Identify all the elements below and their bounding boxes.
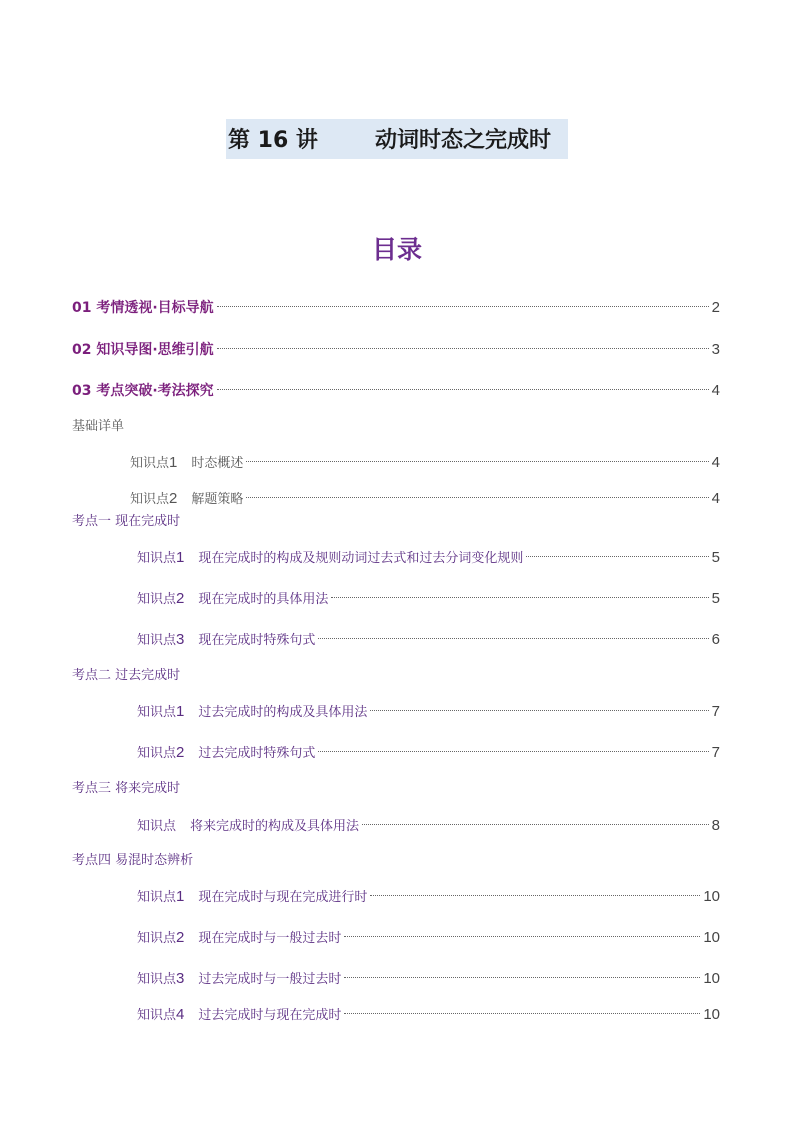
dot-leader — [344, 1013, 700, 1014]
dot-leader — [526, 556, 708, 557]
toc-entry-label: 03 考点突破·考法探究 — [72, 383, 214, 399]
toc-entry-label: 知识点1 过去完成时的构成及具体用法 — [137, 703, 368, 720]
dot-leader — [370, 710, 708, 711]
dot-leader — [246, 497, 708, 498]
toc-page-number: 5 — [711, 549, 720, 566]
toc-page-number: 4 — [711, 490, 720, 507]
toc-entry-label: 知识点2 现在完成时与一般过去时 — [137, 929, 342, 946]
toc-entry-breakthrough[interactable] — [72, 380, 720, 402]
toc-entry-label: 知识点2 解题策略 — [130, 490, 244, 507]
section-point-3-label: 考点三 将来完成时 — [72, 781, 181, 796]
toc-heading: 目录 — [371, 235, 422, 264]
dot-leader — [362, 824, 709, 825]
toc-entry-label: 知识点1 现在完成时的构成及规则动词过去式和过去分词变化规则 — [137, 549, 524, 566]
dot-leader — [318, 638, 708, 639]
toc-page-number: 5 — [711, 590, 720, 607]
toc-entry-label: 知识点1 时态概述 — [130, 454, 244, 471]
toc-entry-overview[interactable] — [72, 297, 720, 319]
dot-leader — [331, 597, 708, 598]
section-point-4-label: 考点四 易混时态辨析 — [72, 853, 194, 868]
toc-entry-label: 02 知识导图·思维引航 — [72, 342, 214, 358]
toc-page-number: 6 — [711, 631, 720, 648]
toc-page-number: 2 — [711, 299, 720, 316]
toc-entry-p4-4[interactable] — [137, 1004, 720, 1026]
toc-entry-p4-2[interactable] — [137, 927, 720, 949]
toc-page-number: 10 — [703, 888, 720, 905]
section-point-2-label: 考点二 过去完成时 — [72, 668, 181, 683]
dot-leader — [370, 895, 700, 896]
dot-leader — [217, 348, 709, 349]
toc-entry-label: 知识点3 过去完成时与一般过去时 — [137, 970, 342, 987]
toc-entry-p2-1[interactable] — [137, 701, 720, 723]
toc-page-number: 10 — [703, 1006, 720, 1023]
toc-page-number: 3 — [711, 341, 720, 358]
toc-page-number: 4 — [711, 382, 720, 399]
toc-entry-p2-2[interactable] — [137, 742, 720, 764]
toc-entry-mindmap[interactable] — [72, 339, 720, 361]
section-basic-label: 基础详单 — [72, 419, 125, 434]
dot-leader — [217, 306, 709, 307]
toc-page-number: 10 — [703, 970, 720, 987]
toc-page-number: 7 — [711, 703, 720, 720]
toc-entry-label: 知识点4 过去完成时与现在完成时 — [137, 1006, 342, 1023]
toc-entry-p1-3[interactable] — [137, 629, 720, 651]
toc-entry-p1-1[interactable] — [137, 547, 720, 569]
toc-entry-label: 知识点3 现在完成时特殊句式 — [137, 631, 316, 648]
lecture-topic: 动词时态之完成时 — [375, 128, 552, 153]
toc-entry-basic-2[interactable] — [130, 488, 720, 510]
toc-entry-p1-2[interactable] — [137, 588, 720, 610]
toc-page-number: 4 — [711, 454, 720, 471]
toc-entry-label: 知识点 将来完成时的构成及具体用法 — [137, 819, 360, 834]
lecture-number: 第 16 讲 — [228, 128, 318, 153]
toc-entry-p4-3[interactable] — [137, 968, 720, 990]
toc-entry-p4-1[interactable] — [137, 886, 720, 908]
toc-page-number: 7 — [711, 744, 720, 761]
dot-leader — [344, 936, 700, 937]
dot-leader — [217, 389, 709, 390]
toc-entry-label: 知识点2 现在完成时的具体用法 — [137, 590, 329, 607]
section-point-1-label: 考点一 现在完成时 — [72, 514, 181, 529]
toc-page-number: 8 — [711, 817, 720, 834]
dot-leader — [246, 461, 708, 462]
toc-entry-label: 01 考情透视·目标导航 — [72, 300, 214, 316]
dot-leader — [318, 751, 708, 752]
toc-entry-label: 知识点2 过去完成时特殊句式 — [137, 744, 316, 761]
toc-entry-basic-1[interactable] — [130, 452, 720, 474]
dot-leader — [344, 977, 700, 978]
toc-entry-label: 知识点1 现在完成时与现在完成进行时 — [137, 888, 368, 905]
toc-page-number: 10 — [703, 929, 720, 946]
toc-entry-p3-1[interactable] — [137, 815, 720, 837]
